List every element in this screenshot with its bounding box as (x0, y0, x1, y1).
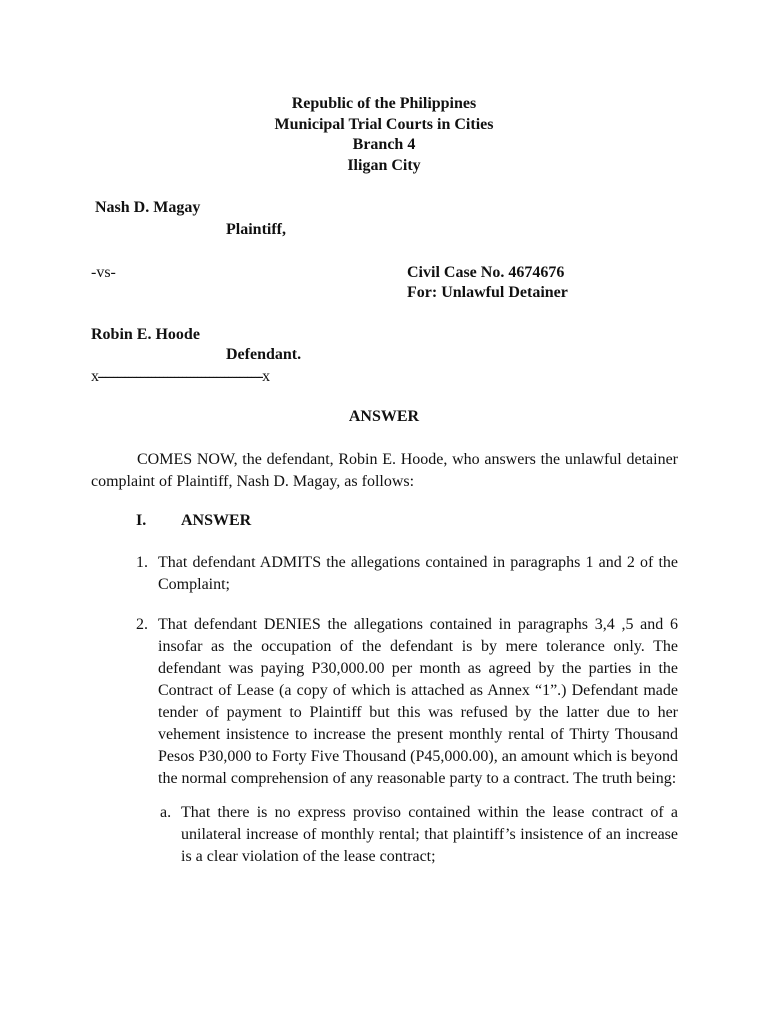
sub-item-text: That there is no express proviso contained within the lease contract of a unilateral increase of monthly rental; that plaintiff’s insistence of an increase is a clear violation of the lease contract; (181, 804, 678, 865)
court-header (0, 94, 768, 176)
court-city: Iligan City (347, 156, 421, 174)
plaintiff-role: Plaintiff, (226, 221, 286, 238)
court-branch: Branch 4 (352, 136, 416, 153)
paragraph-number: 2. (136, 616, 148, 633)
paragraph-text: That defendant ADMITS the allegations contained in paragraphs 1 and 2 of the Complaint; (158, 554, 678, 593)
document-title: ANSWER (348, 408, 420, 425)
case-nature: For: Unlawful Detainer (407, 284, 568, 301)
caption-separator: x-------------------------------------------x (91, 368, 269, 385)
paragraph-number: 1. (136, 554, 148, 571)
sub-item-label: a. (160, 804, 172, 821)
versus-label: -vs- (91, 264, 116, 281)
court-country: Republic of the Philippines (291, 95, 477, 112)
section-heading: ANSWER (181, 512, 252, 529)
section-numeral: I. (136, 512, 147, 529)
plaintiff-name: Nash D. Magay (95, 199, 201, 216)
defendant-name: Robin E. Hoode (91, 326, 200, 343)
paragraph-text: That defendant DENIES the allegations contained in paragraphs 3,4 ,5 and 6 insofar as the occupation of the defendant is by mere tolerance only. The defendant was paying P30,000.00 per month as agreed by the parties in the Contract of Lease (a copy of which is attached as Annex “1”.) Defendant made tender of payment to Plaintiff but this was refused by the latter due to her vehement insistence to increase the present monthly rental of Thirty Thousand Pesos P30,000 to Forty Five Thousand (P45,000.00), an amount which is beyond the normal comprehension of any reasonable party to a contract. The truth being: (158, 616, 678, 787)
defendant-role: Defendant. (226, 346, 302, 363)
intro-paragraph: COMES NOW, the defendant, Robin E. Hoode, who answers the unlawful detainer complaint of Plaintiff, Nash D. Magay, as follows: (91, 451, 678, 490)
case-number: Civil Case No. 4674676 (407, 264, 565, 281)
court-name: Municipal Trial Courts in Cities (274, 115, 494, 133)
